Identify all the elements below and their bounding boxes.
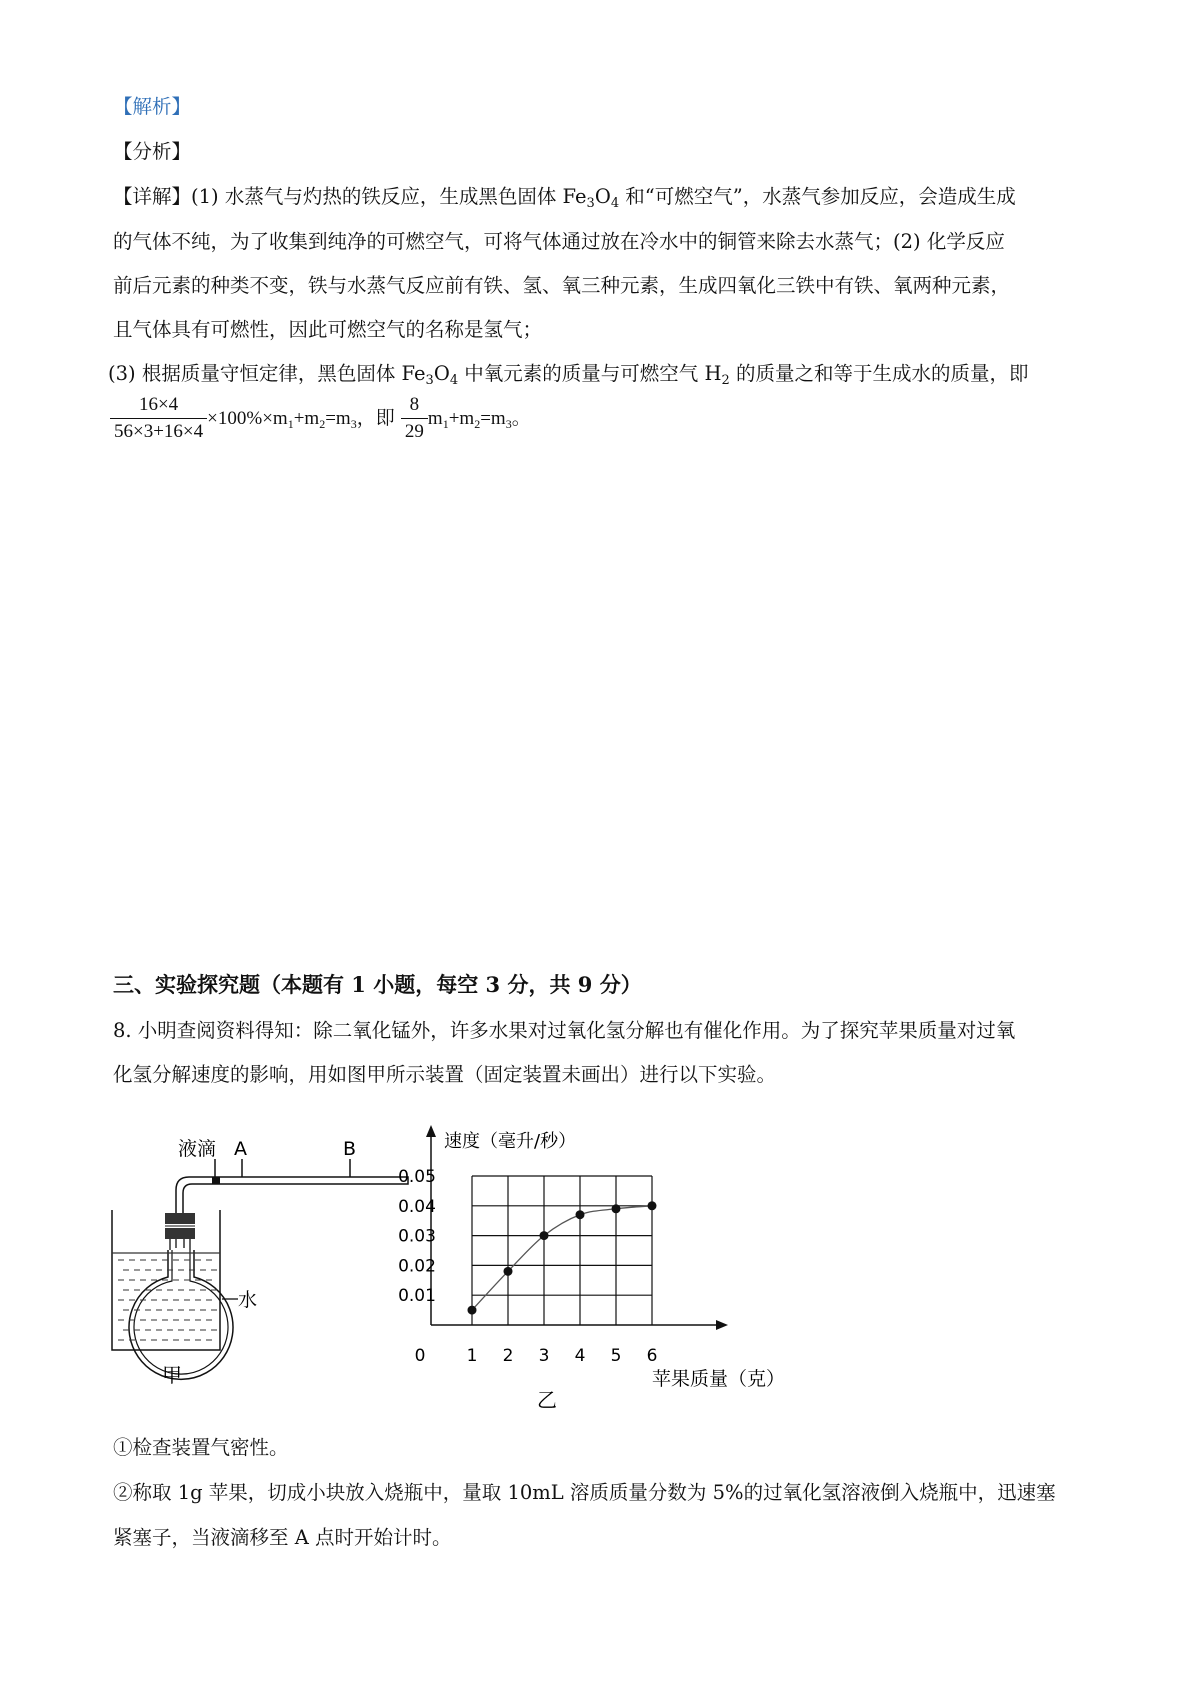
detail-text: 和“可燃空气”，水蒸气参加反应，会造成生成 (619, 185, 1016, 208)
data-point (576, 1210, 585, 1219)
chart-ylabel: 速度（毫升/秒） (444, 1131, 577, 1152)
fraction-denominator: 56×3+16×4 (114, 421, 204, 442)
subscript: 2 (319, 417, 326, 431)
x-axis-arrow (716, 1320, 728, 1330)
detail-line-4: 且气体具有可燃性，因此可燃空气的名称是氢气； (113, 318, 543, 341)
step-2-line-2: 紧塞子，当液滴移至 A 点时开始计时。 (113, 1526, 452, 1549)
label-b: B (343, 1138, 357, 1160)
y-axis-arrow (426, 1125, 436, 1137)
formula-separator: ，即 (356, 407, 395, 429)
caption-jia: 甲 (162, 1363, 182, 1387)
label-drop: 液滴 (178, 1138, 217, 1160)
formula-term: +m (293, 408, 320, 429)
x-tick-label: 4 (574, 1346, 586, 1366)
x-tick-labels (467, 1346, 658, 1366)
detail-text: O (433, 362, 450, 385)
x-tick-label: 3 (538, 1346, 550, 1366)
fraction-mass-ratio (110, 394, 207, 443)
detail-text: (3) 根据质量守恒定律，黑色固体 Fe (108, 362, 426, 385)
chart-grid (472, 1176, 652, 1325)
step-2-line-1: ②称取 1g 苹果，切成小块放入烧瓶中，量取 10mL 溶质质量分数为 5%的过氧化氢溶液倒入烧瓶中，迅速塞 (113, 1481, 1056, 1504)
fraction-simplified (401, 394, 428, 443)
subscript: 4 (610, 196, 620, 211)
x-tick-label: 2 (502, 1346, 514, 1366)
y-tick-label: 0.05 (398, 1167, 436, 1187)
label-a: A (234, 1138, 247, 1160)
subscript: 2 (721, 373, 730, 388)
chart-xlabel: 苹果质量（克） (652, 1368, 786, 1390)
chart-caption: 乙 (537, 1388, 557, 1412)
formula-term: +m (448, 408, 475, 429)
subscript: 1 (442, 417, 449, 431)
formula-expression (207, 408, 357, 429)
fenxi-label: 【分析】 (113, 140, 192, 163)
formula-line (110, 394, 531, 443)
subscript: 3 (505, 417, 512, 431)
section-3-title: 三、实验探究题（本题有 1 小题，每空 3 分，共 9 分） (113, 972, 642, 997)
formula-end: 。 (511, 407, 531, 429)
formula-term: =m (480, 408, 506, 429)
question-8-line-1: 8. 小明查阅资料得知：除二氧化锰外，许多水果对过氧化氢分解也有催化作用。为了探究苹果质量对过氧 (113, 1019, 1016, 1042)
fraction-denominator: 29 (404, 421, 424, 442)
detail-text: 中氧元素的质量与可燃空气 H (458, 362, 722, 385)
formula-term: m (427, 408, 443, 429)
subscript: 3 (586, 196, 595, 211)
formula-term: =m (325, 408, 351, 429)
detail-line-1 (113, 184, 1016, 210)
flask-neck (170, 1239, 190, 1250)
flask-inner (134, 1250, 228, 1374)
detail-line-2: 的气体不纯，为了收集到纯净的可燃空气，可将气体通过放在冷水中的铜管来除去水蒸气；(2) 化学反应 (113, 230, 1005, 253)
data-point (468, 1306, 477, 1315)
formula-expression (428, 408, 512, 429)
subscript: 2 (474, 417, 481, 431)
formula-term: ×100%×m (207, 408, 288, 429)
y-tick-label: 0.03 (398, 1226, 436, 1247)
detail-text: (1) 水蒸气与灼热的铁反应，生成黑色固体 Fe (191, 185, 587, 208)
x-tick-label: 6 (646, 1346, 658, 1366)
flask-outer (129, 1250, 233, 1379)
subscript: 4 (449, 373, 459, 388)
question-8-line-2: 化氢分解速度的影响，用如图甲所示装置（固定装置未画出）进行以下实验。 (113, 1063, 777, 1086)
detail-text: 的质量之和等于生成水的质量，即 (729, 362, 1029, 385)
glass-tube (176, 1177, 408, 1217)
speed-chart (398, 1115, 900, 1415)
data-point (504, 1267, 513, 1276)
subscript: 1 (287, 417, 294, 431)
series-line (472, 1206, 652, 1310)
step-1: ①检查装置气密性。 (113, 1436, 289, 1459)
data-points (468, 1201, 657, 1314)
apparatus-diagram (110, 1115, 410, 1405)
stopper-bottom (165, 1228, 195, 1239)
jiexi-label: 【解析】 (113, 95, 192, 118)
data-point (612, 1204, 621, 1213)
y-tick-label: 0.01 (398, 1286, 436, 1307)
detail-line-3: 前后元素的种类不变，铁与水蒸气反应前有铁、氢、氧三种元素，生成四氧化三铁中有铁、氧两种元素， (113, 274, 1011, 297)
detail-text: O (594, 185, 611, 208)
data-point (540, 1231, 549, 1240)
label-water: 水 (238, 1289, 258, 1311)
fraction-numerator: 8 (401, 394, 428, 419)
x-tick-label: 5 (610, 1346, 622, 1366)
x-tick-label: 1 (466, 1346, 478, 1366)
y-tick-label: 0.04 (398, 1196, 436, 1217)
water-dashes (112, 1253, 220, 1340)
subscript: 3 (350, 417, 357, 431)
data-point (648, 1201, 657, 1210)
stopper-top (165, 1213, 195, 1224)
chart-origin-label: 0 (414, 1346, 426, 1366)
detail-line-5 (108, 361, 1028, 387)
liquid-drop (212, 1177, 220, 1184)
y-tick-label: 0.02 (398, 1256, 436, 1277)
fraction-numerator: 16×4 (110, 394, 207, 419)
detail-tag: 【详解】 (113, 185, 192, 208)
subscript: 3 (425, 373, 434, 388)
